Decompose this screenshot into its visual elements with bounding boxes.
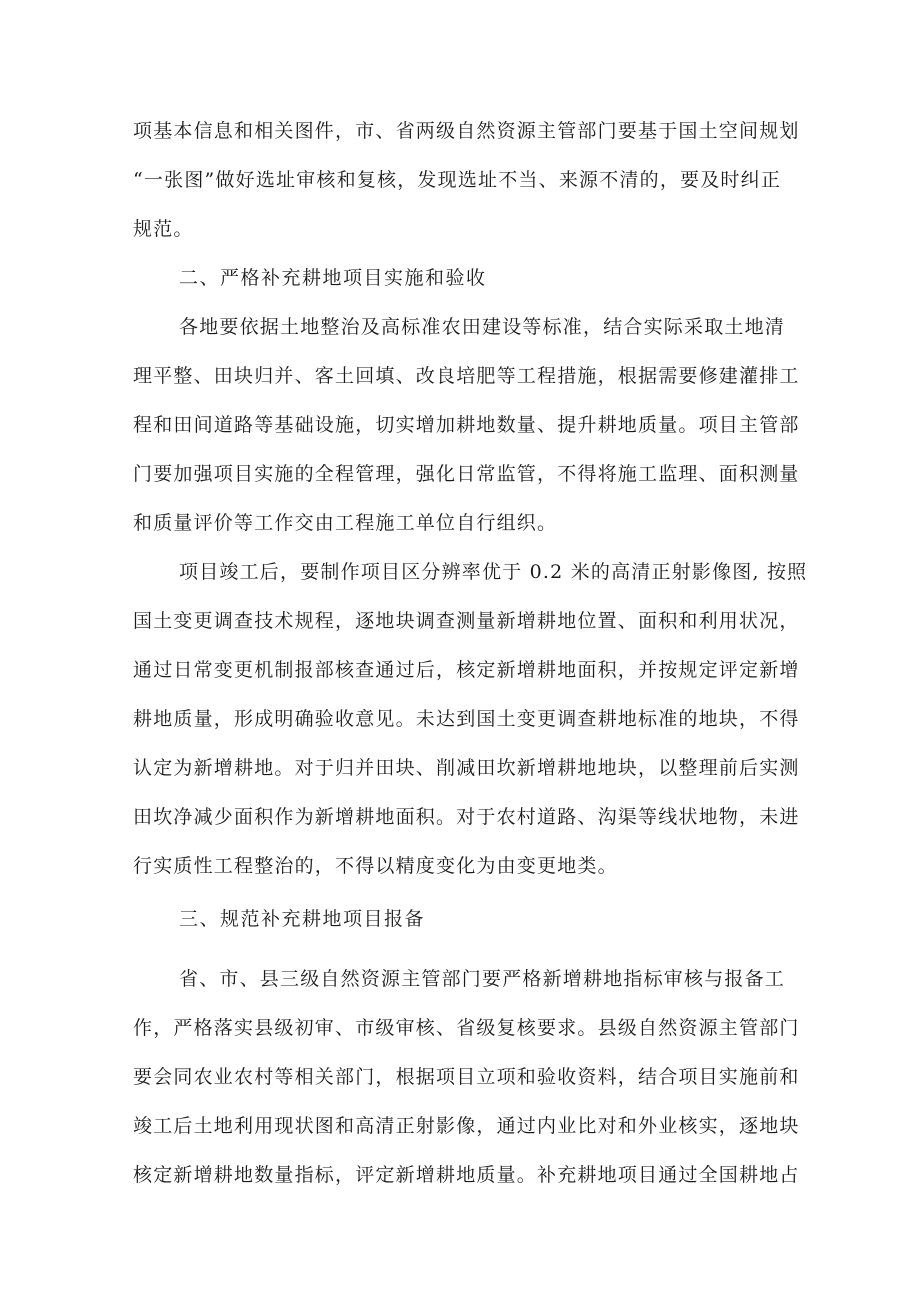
paragraph-3-line-3: 通过日常变更机制报部核查通过后，核定新增耕地面积，并按规定评定新增 <box>133 659 800 681</box>
paragraph-2-line-5: 和质量评价等工作交由工程施工单位自行组织。 <box>133 512 558 534</box>
paragraph-4-line-2: 作，严格落实县级初审、市级审核、省级复核要求。县级自然资源主管部门 <box>133 1017 800 1039</box>
paragraph-1-line-3: 规范。 <box>133 218 194 240</box>
paragraph-2-line-3: 程和田间道路等基础设施，切实增加耕地数量、提升耕地质量。项目主管部 <box>133 414 800 436</box>
paragraph-4-line-4: 竣工后土地利用现状图和高清正射影像，通过内业比对和外业核实，逐地块 <box>133 1115 800 1137</box>
paragraph-1-line-1: 项基本信息和相关图件，市、省两级自然资源主管部门要基于国土空间规划 <box>133 120 800 142</box>
section-heading-3: 三、规范补充耕地项目报备 <box>179 908 426 930</box>
paragraph-3-line-1: 项目竣工后，要制作项目区分辨率优于 0.2 米的高清正射影像图, 按照 <box>179 561 808 583</box>
paragraph-3-line-2: 国土变更调查技术规程，逐地块调查测量新增耕地位置、面积和利用状况， <box>133 610 800 632</box>
paragraph-2-line-4: 门要加强项目实施的全程管理，强化日常监管，不得将施工监理、面积测量 <box>133 463 800 485</box>
section-heading-2: 二、严格补充耕地项目实施和验收 <box>179 267 487 289</box>
paragraph-2-line-2: 理平整、田块归并、客土回填、改良培肥等工程措施，根据需要修建灌排工 <box>133 365 800 387</box>
paragraph-3-line-4: 耕地质量，形成明确验收意见。未达到国土变更调查耕地标准的地块，不得 <box>133 708 800 730</box>
paragraph-3-line-5: 认定为新增耕地。对于归并田块、削减田坎新增耕地地块，以整理前后实测 <box>133 757 800 779</box>
paragraph-3-line-7: 行实质性工程整治的，不得以精度变化为由变更地类。 <box>133 855 618 877</box>
paragraph-1-line-2: “一张图”做好选址审核和复核，发现选址不当、来源不清的，要及时纠正 <box>133 169 782 191</box>
paragraph-2-line-1: 各地要依据土地整治及高标准农田建设等标准，结合实际采取土地清 <box>179 316 786 338</box>
paragraph-4-line-3: 要会同农业农村等相关部门，根据项目立项和验收资料，结合项目实施前和 <box>133 1066 800 1088</box>
paragraph-3-line-6: 田坎净减少面积作为新增耕地面积。对于农村道路、沟渠等线状地物，未进 <box>133 806 800 828</box>
paragraph-4-line-5: 核定新增耕地数量指标，评定新增耕地质量。补充耕地项目通过全国耕地占 <box>133 1164 800 1186</box>
paragraph-4-line-1: 省、市、县三级自然资源主管部门要严格新增耕地指标审核与报备工 <box>179 968 786 990</box>
